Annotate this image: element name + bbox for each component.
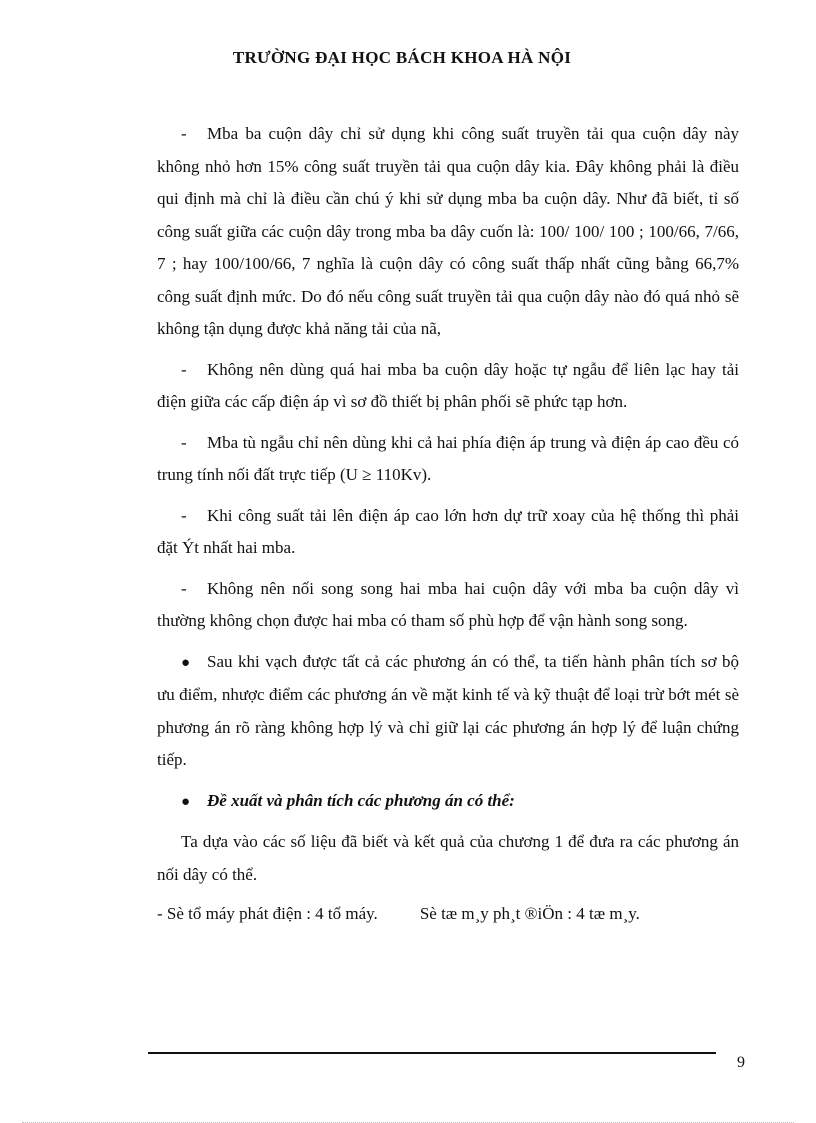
paragraph-text: Sau khi vạch được tất cả các phương án có thể, ta tiến hành phân tích sơ bộ ưu điểm, nhược điểm các phương án về mặt kinh tế và kỹ thuật để loại trừ bớt mét sè phương án rõ ràng không hợp lý và chỉ giữ lại các phương án hợp lý để luận chứng tiếp. (157, 651, 739, 769)
paragraph-6 (157, 646, 739, 777)
paragraph-5 (157, 573, 739, 638)
paragraph-8 (157, 826, 739, 891)
bullet-dot-icon: ● (181, 654, 191, 671)
section-heading (157, 785, 739, 819)
dash-bullet: - (181, 505, 187, 525)
paragraph-text: Mba tù ngẫu chỉ nên dùng khi cả hai phía điện áp trung và điện áp cao đều có trung tính nối đất trực tiếp (U ≥ 110Kv). (157, 432, 739, 484)
page-header: TRƯỜNG ĐẠI HỌC BÁCH KHOA HÀ NỘI (232, 48, 572, 67)
bullet-dot-icon: ● (181, 793, 191, 810)
generator-count-legacy-text: Sè tæ m¸y ph¸t ®iÖn : 4 tæ m¸y. (419, 904, 640, 923)
paragraph-9 (157, 899, 739, 929)
dash-bullet: - (181, 578, 187, 598)
paragraph-text: Không nên nối song song hai mba hai cuộn dây với mba ba cuộn dây vì thường không chọn được hai mba có tham số phù hợp để vận hành song song. (157, 578, 739, 630)
dash-bullet: - (181, 432, 187, 452)
dash-bullet: - (181, 124, 187, 143)
paragraph-text: Mba ba cuộn dây chỉ sử dụng khi công suất truyền tải qua cuộn dây này không nhỏ hơn 15% công suất truyền tải qua cuộn dây kia. Đây không phải là điều qui định mà chỉ là điều cần chú ý khi sử dụng mba ba cuộn dây. Như đã biết, tỉ số công suất giữa các cuộn dây trong mba ba dây cuốn là: 100/ 100/ 100 ; 100/66, 7/66, 7 ; hay 100/100/66, 7 nghĩa là cuộn dây có công suất thấp nhất cũng bằng 66,7% công suất định mức. Do đó nếu công suất truyền tải qua cuộn dây nào đó quá nhỏ sẽ không tận dụng được khả năng tải của nã, (157, 124, 739, 338)
generator-count-text: - Sè tổ máy phát điện : 4 tổ máy. (157, 904, 378, 923)
page-number: 9 (737, 1054, 745, 1071)
paragraph-text: Ta dựa vào các số liệu đã biết và kết quả của chương 1 để đưa ra các phương án nối dây có thể. (157, 832, 739, 884)
paragraph-1 (157, 118, 739, 346)
document-body (157, 118, 739, 937)
paragraph-2 (157, 354, 739, 419)
dash-bullet: - (181, 359, 187, 379)
paragraph-text: Khi công suất tải lên điện áp cao lớn hơn dự trữ xoay của hệ thống thì phải đặt Ýt nhất hai mba. (157, 505, 739, 557)
paragraph-3 (157, 427, 739, 492)
paragraph-4 (157, 500, 739, 565)
section-heading-text: Đề xuất và phân tích các phương án có thể: (207, 790, 515, 810)
footer-divider (148, 1052, 716, 1054)
paragraph-text: Không nên dùng quá hai mba ba cuộn dây hoặc tự ngẫu để liên lạc hay tải điện giữa các cấp điện áp vì sơ đồ thiết bị phân phối sẽ phức tạp hơn. (157, 359, 739, 411)
